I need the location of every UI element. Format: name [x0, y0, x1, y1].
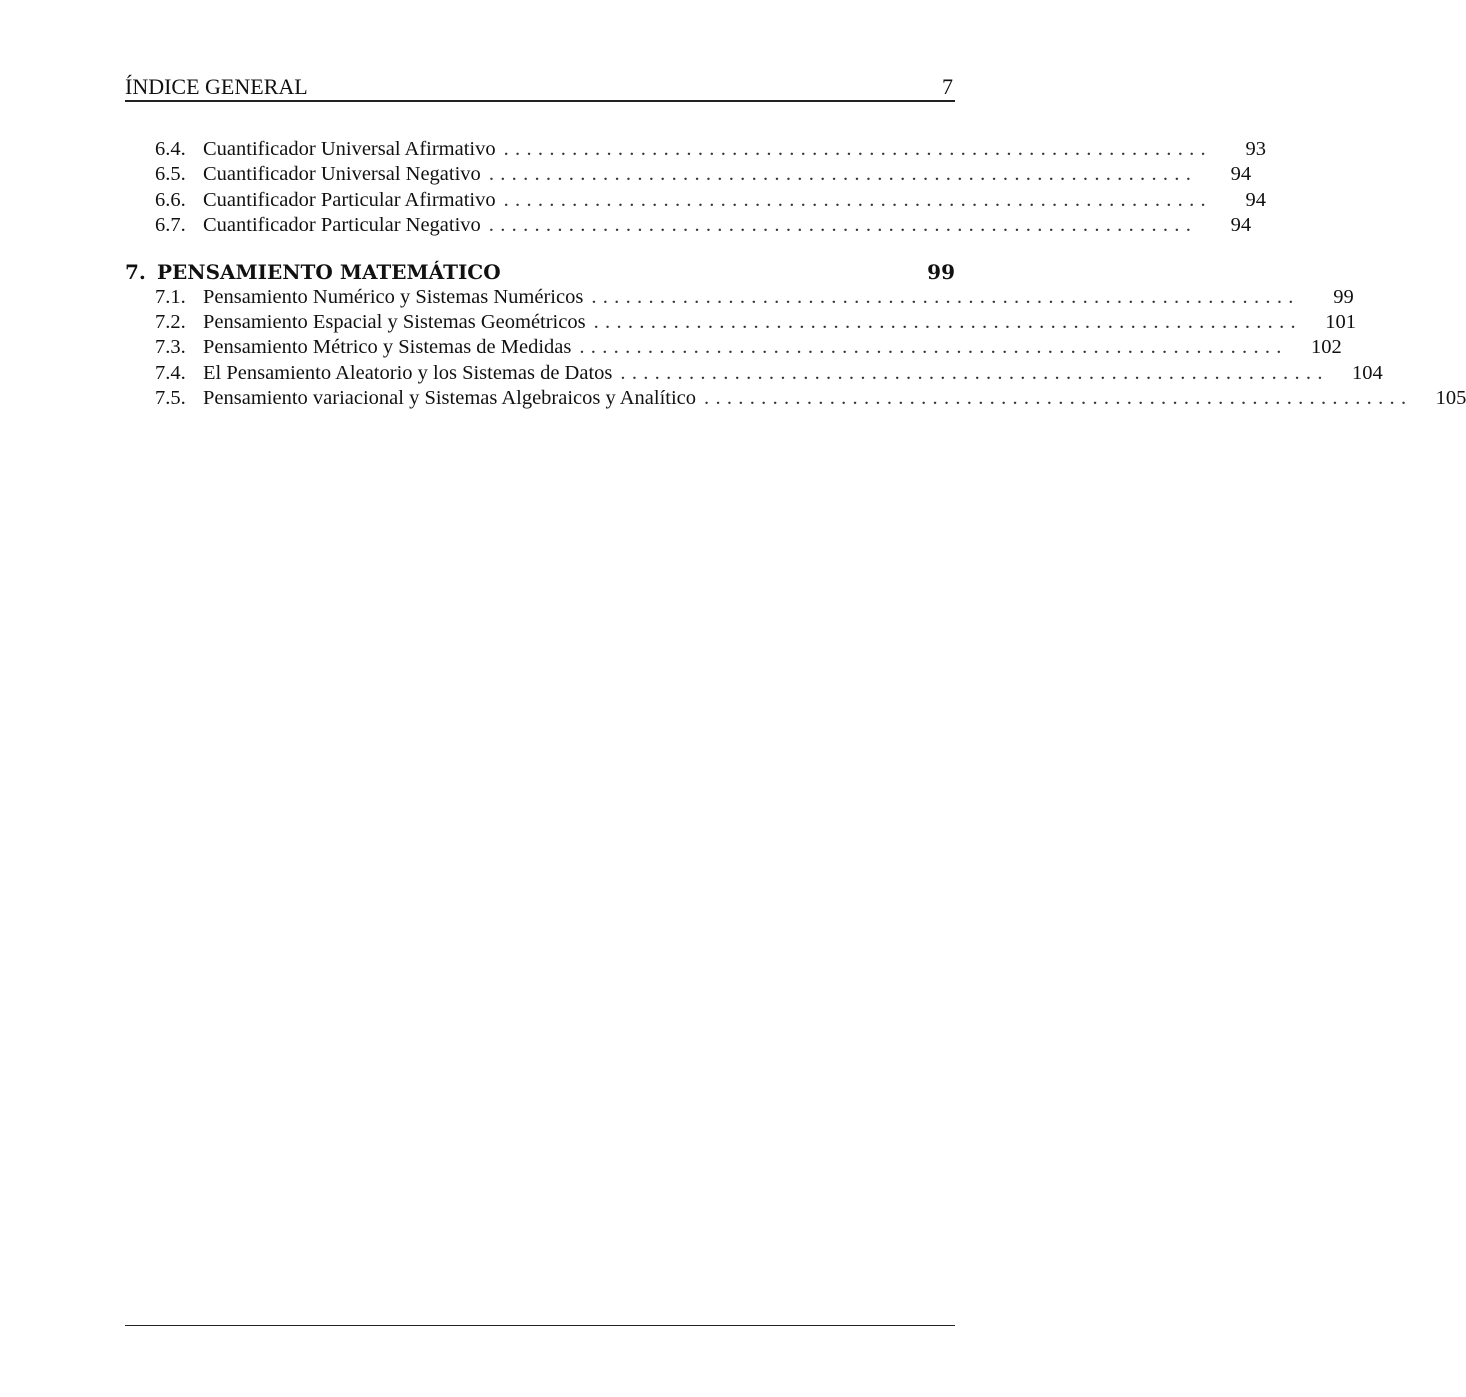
toc-entry-title: Pensamiento Métrico y Sistemas de Medidas: [203, 335, 579, 360]
toc-entry-number: 6.7.: [155, 214, 186, 237]
toc-entry[interactable]: [125, 285, 1354, 310]
chapter-title: PENSAMIENTO MATEMÁTICO: [157, 259, 501, 284]
toc-entry[interactable]: [125, 361, 1383, 386]
toc-entry-title: Pensamiento Espacial y Sistemas Geométricos: [203, 310, 594, 335]
toc-entry-number: 7.3.: [155, 336, 186, 359]
dot-leader: ..............................................................: [593, 310, 1302, 333]
dot-leader: ..............................................................: [503, 188, 1212, 211]
chapter-page: 99: [927, 259, 955, 284]
toc-entry[interactable]: [125, 137, 1266, 162]
toc-entry-page: 102: [1310, 336, 1342, 359]
dot-leader: ..............................................................: [488, 163, 1198, 186]
chapter-number: 7.: [125, 259, 146, 284]
toc-entry-title: Cuantificador Universal Negativo: [203, 162, 489, 187]
toc-entry-number: 7.1.: [155, 285, 186, 308]
footer-rule: [125, 1325, 955, 1326]
toc-entry[interactable]: [125, 188, 1266, 213]
dot-leader: ..............................................................: [591, 285, 1300, 308]
toc-entry-page: 99: [1333, 285, 1354, 308]
toc-entry-page: 105: [1435, 387, 1466, 410]
page-header: [125, 72, 955, 102]
toc-entry-number: 7.4.: [155, 361, 186, 384]
running-title: ÍNDICE GENERAL: [125, 74, 308, 99]
toc-entry-page: 94: [1245, 188, 1266, 211]
toc-entry-number: 6.5.: [155, 163, 186, 186]
toc-entry-title: Pensamiento Numérico y Sistemas Numéricos: [203, 285, 591, 310]
toc-entry[interactable]: [125, 335, 1342, 360]
toc-entry-number: 6.6.: [155, 188, 186, 211]
dot-leader: ..............................................................: [488, 214, 1198, 237]
toc-entry-number: 7.5.: [155, 387, 186, 410]
toc-entry[interactable]: [125, 386, 1466, 411]
toc-entry-page: 94: [1230, 214, 1252, 237]
toc-entry-page: 93: [1245, 138, 1266, 160]
toc-entry-title: Cuantificador Universal Afirmativo: [203, 137, 504, 162]
dot-leader: ..............................................................: [620, 361, 1329, 384]
toc-entry[interactable]: [125, 310, 1356, 335]
table-of-contents: [125, 137, 1466, 412]
dot-leader: ..............................................................: [579, 336, 1288, 359]
dot-leader: ..............................................................: [704, 387, 1413, 410]
toc-entry-page: 94: [1230, 163, 1252, 186]
toc-entry-title: Cuantificador Particular Negativo: [203, 213, 489, 238]
toc-entry-title: Cuantificador Particular Afirmativo: [203, 188, 504, 213]
page-number: 7: [942, 74, 953, 99]
toc-entry-title: El Pensamiento Aleatorio y los Sistemas de Datos: [203, 361, 620, 386]
toc-entry-page: 101: [1325, 310, 1356, 333]
toc-entry[interactable]: [125, 162, 1252, 187]
toc-entry-page: 104: [1352, 361, 1383, 384]
toc-entry-number: 6.4.: [155, 138, 186, 160]
toc-chapter-entry[interactable]: [125, 259, 955, 285]
toc-entry-number: 7.2.: [155, 310, 186, 333]
dot-leader: ..............................................................: [503, 138, 1212, 160]
toc-entry[interactable]: [125, 213, 1252, 238]
toc-entry-title: Pensamiento variacional y Sistemas Algebraicos y Analítico: [203, 386, 704, 411]
